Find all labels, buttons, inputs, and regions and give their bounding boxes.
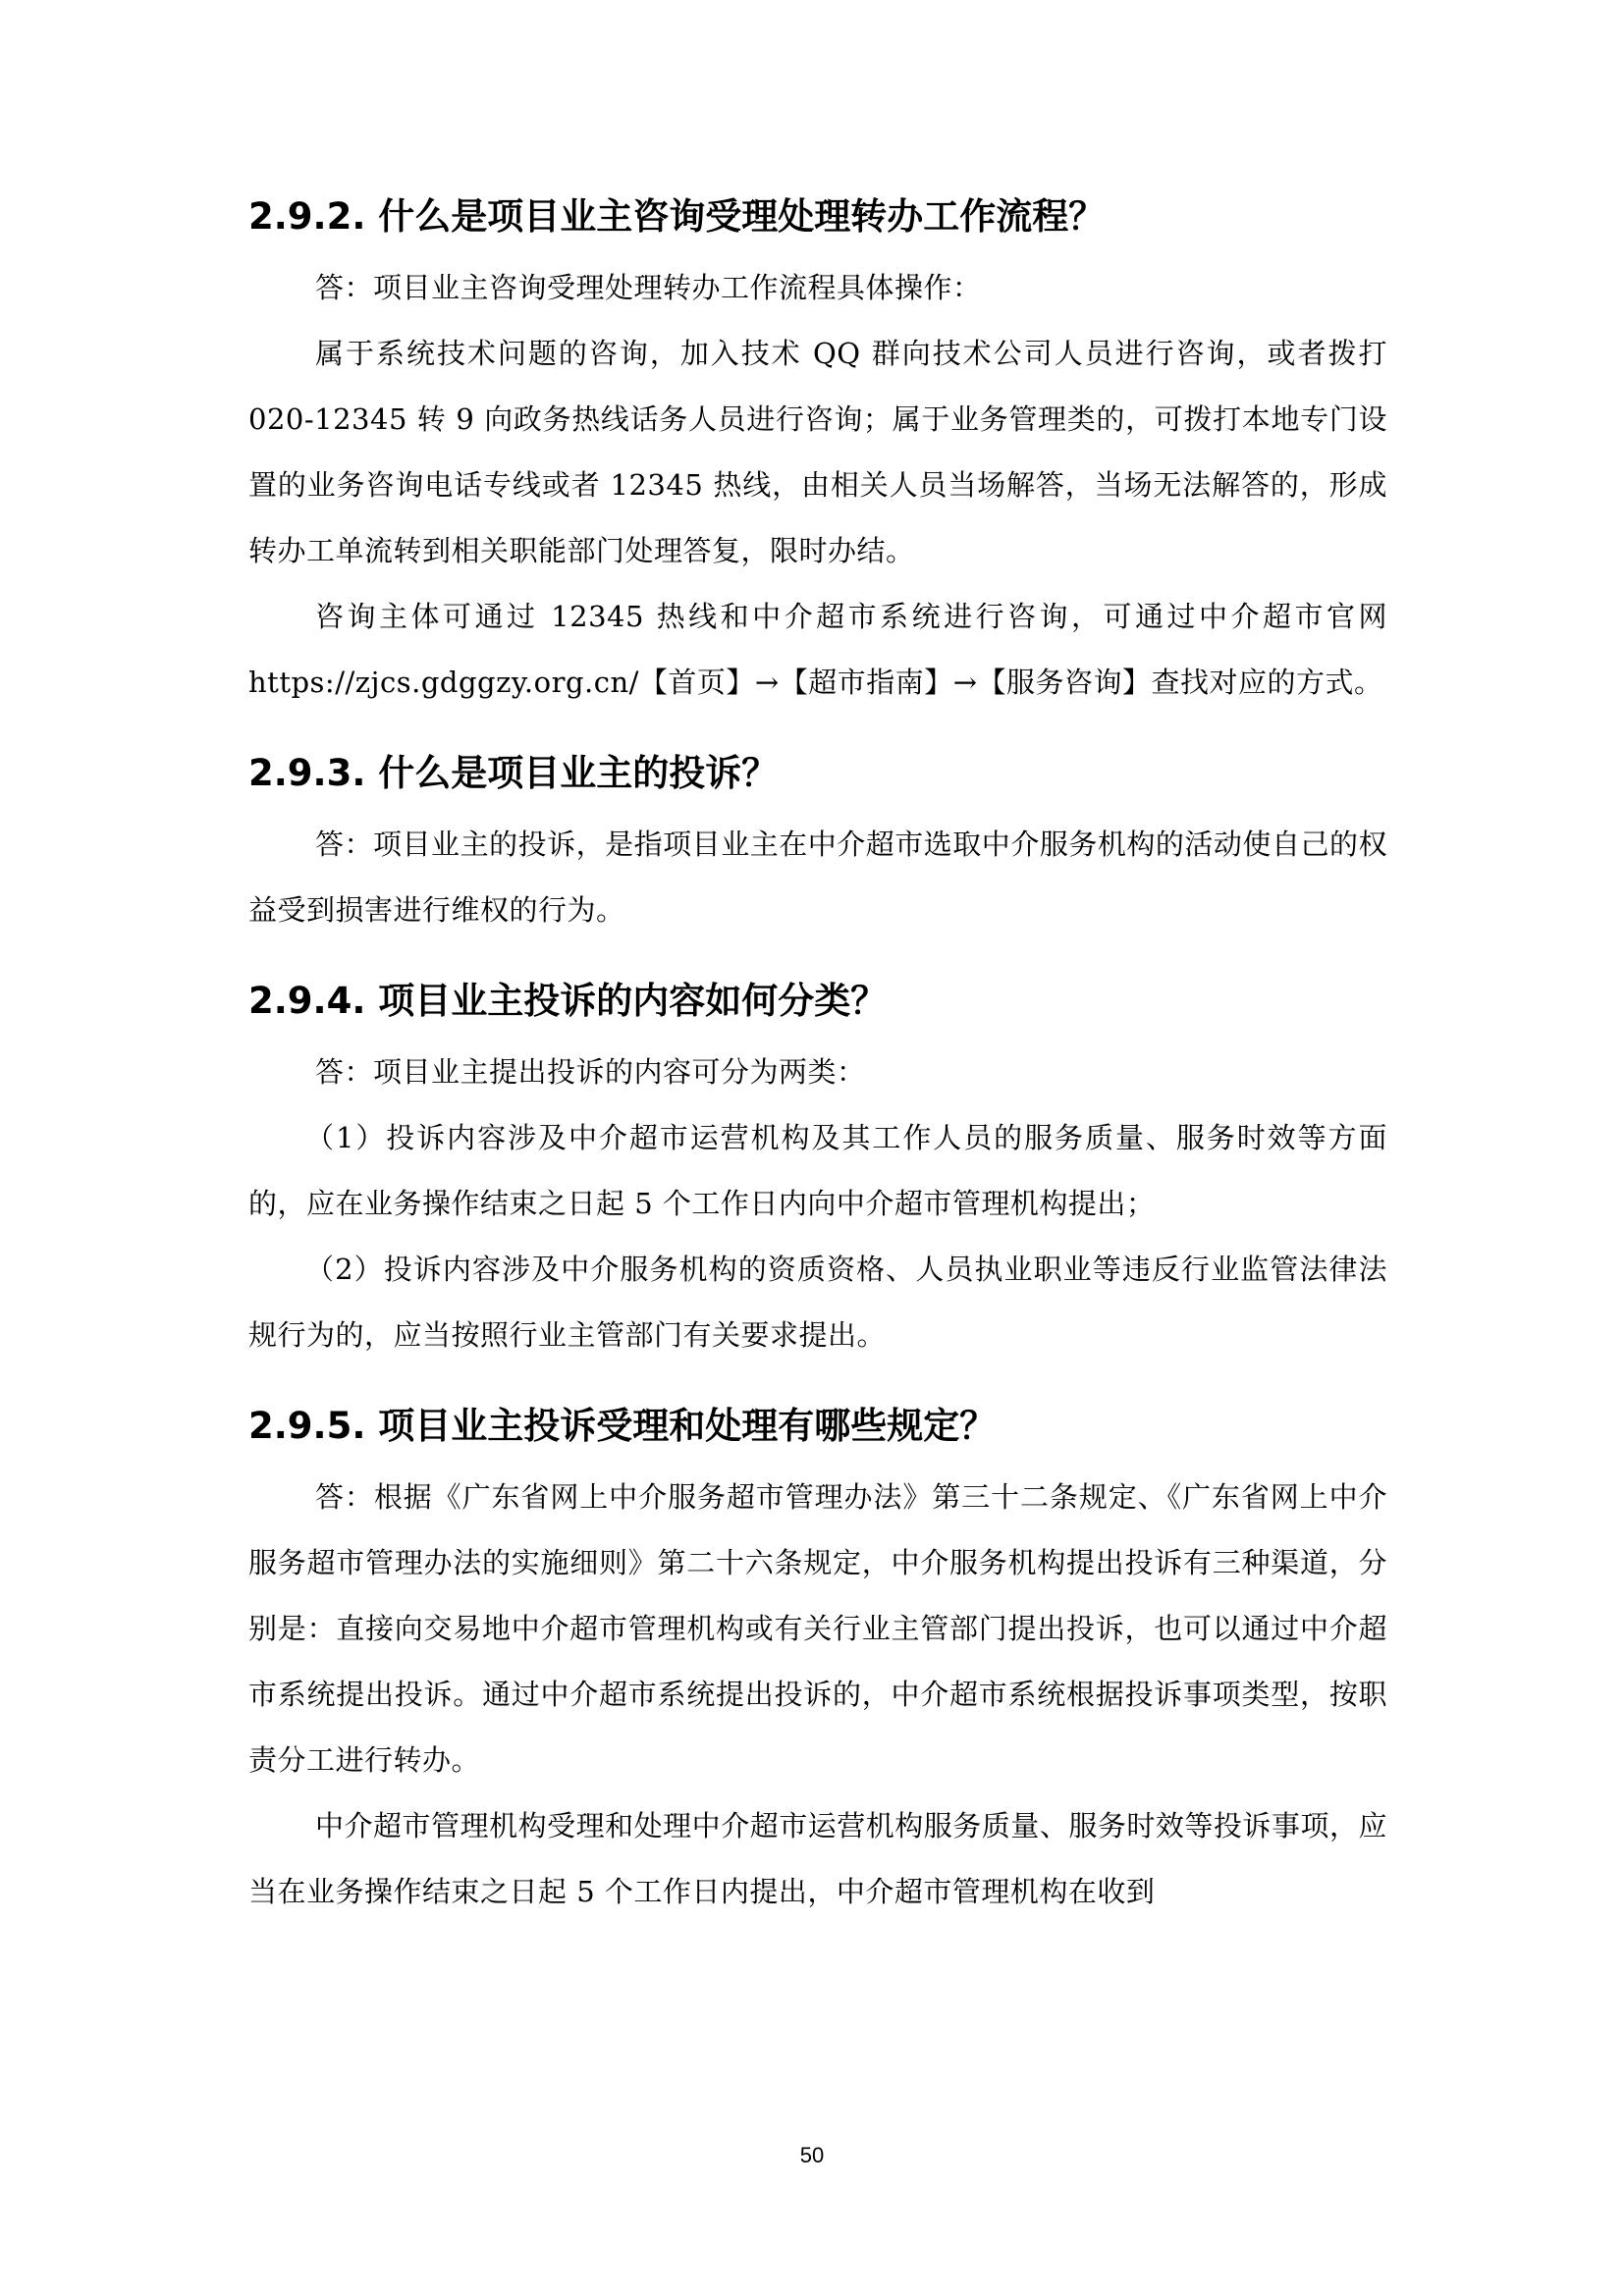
paragraph: 咨询主体可通过 12345 热线和中介超市系统进行咨询，可通过中介超市官网 https://zjcs.gdggzy.org.cn/【首页】→【超市指南】→【服务咨询】查找对应的方式。 — [248, 600, 1387, 699]
paragraph: 答：项目业主提出投诉的内容可分为两类： — [315, 1055, 866, 1089]
page-content — [248, 192, 1387, 1958]
section-heading: 2.9.5. 项目业主投诉受理和处理有哪些规定？ — [248, 1405, 997, 1447]
section-2-9-4 — [248, 977, 1387, 1368]
section-heading: 2.9.3. 什么是项目业主的投诉？ — [248, 752, 779, 794]
paragraph: 答：项目业主咨询受理处理转办工作流程具体操作： — [315, 271, 982, 304]
paragraph: 中介超市管理机构受理和处理中介超市运营机构服务质量、服务时效等投诉事项，应当在业务操作结束之日起 5 个工作日内提出，中介超市管理机构在收到 — [248, 1809, 1387, 1908]
paragraph: 属于系统技术问题的咨询，加入技术 QQ 群向技术公司人员进行咨询，或者拨打 020-12345 转 9 向政务热线话务人员进行咨询；属于业务管理类的，可拨打本地专门设置的业务咨询电话专线或者 12345 热线，由相关人员当场解答，当场无法解答的，形成转办工单流转到相关职能部门处理答复，限时办结。 — [248, 337, 1387, 567]
section-2-9-5 — [248, 1402, 1387, 1925]
section-2-9-3 — [248, 749, 1387, 943]
list-paragraph: （2）投诉内容涉及中介服务机构的资质资格、人员执业职业等违反行业监管法律法规行为的，应当按照行业主管部门有关要求提出。 — [248, 1253, 1387, 1352]
page-number: 50 — [799, 2143, 825, 2167]
section-2-9-2 — [248, 192, 1387, 716]
paragraph: 答：项目业主的投诉，是指项目业主在中介超市选取中介服务机构的活动使自己的权益受到损害进行维权的行为。 — [248, 828, 1387, 927]
section-heading: 2.9.2. 什么是项目业主咨询受理处理转办工作流程？ — [248, 195, 1106, 238]
list-paragraph: （1）投诉内容涉及中介超市运营机构及其工作人员的服务质量、服务时效等方面的，应在业务操作结束之日起 5 个工作日内向中介超市管理机构提出； — [248, 1121, 1387, 1220]
paragraph: 答：根据《广东省网上中介服务超市管理办法》第三十二条规定、《广东省网上中介服务超市管理办法的实施细则》第二十六条规定，中介服务机构提出投诉有三种渠道，分别是：直接向交易地中介超市管理机构或有关行业主管部门提出投诉，也可以通过中介超市系统提出投诉。通过中介超市系统提出投诉的，中介超市系统根据投诉事项类型，按职责分工进行转办。 — [248, 1480, 1387, 1777]
section-heading: 2.9.4. 项目业主投诉的内容如何分类？ — [248, 980, 888, 1022]
